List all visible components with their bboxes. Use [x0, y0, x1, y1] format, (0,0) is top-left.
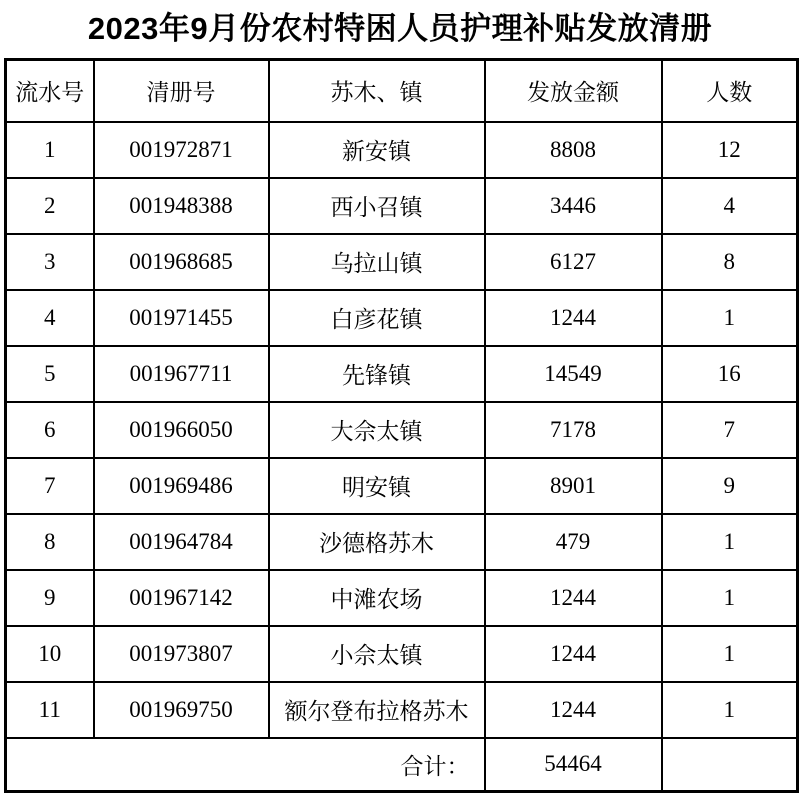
cell-township: 中滩农场: [269, 570, 485, 626]
header-township: 苏木、镇: [269, 60, 485, 122]
table-row: [6, 122, 798, 178]
total-headcount: [662, 738, 798, 792]
cell-serial-no: 6: [6, 402, 94, 458]
page-title: 2023年9月份农村特困人员护理补贴发放清册: [87, 11, 713, 46]
cell-serial-no: 5: [6, 346, 94, 402]
cell-headcount: 1: [662, 626, 798, 682]
cell-headcount: 8: [662, 234, 798, 290]
cell-township: 沙德格苏木: [269, 514, 485, 570]
header-headcount: 人数: [662, 60, 798, 122]
cell-serial-no: 4: [6, 290, 94, 346]
cell-amount: 479: [485, 514, 662, 570]
cell-headcount: 16: [662, 346, 798, 402]
cell-headcount: 1: [662, 570, 798, 626]
cell-township: 额尔登布拉格苏木: [269, 682, 485, 738]
table-row: [6, 234, 798, 290]
table-row: [6, 514, 798, 570]
table-row: [6, 570, 798, 626]
total-row: [6, 738, 798, 792]
table-row: [6, 290, 798, 346]
cell-serial-no: 9: [6, 570, 94, 626]
cell-headcount: 9: [662, 458, 798, 514]
cell-amount: 14549: [485, 346, 662, 402]
cell-amount: 1244: [485, 570, 662, 626]
cell-township: 新安镇: [269, 122, 485, 178]
cell-township: 乌拉山镇: [269, 234, 485, 290]
cell-serial-no: 1: [6, 122, 94, 178]
cell-headcount: 1: [662, 290, 798, 346]
cell-amount: 8901: [485, 458, 662, 514]
cell-amount: 1244: [485, 290, 662, 346]
cell-serial-no: 8: [6, 514, 94, 570]
cell-register-no: 001966050: [94, 402, 269, 458]
cell-serial-no: 11: [6, 682, 94, 738]
cell-township: 小佘太镇: [269, 626, 485, 682]
table-header-row: [6, 60, 798, 122]
cell-register-no: 001969750: [94, 682, 269, 738]
cell-register-no: 001969486: [94, 458, 269, 514]
cell-register-no: 001967142: [94, 570, 269, 626]
cell-serial-no: 3: [6, 234, 94, 290]
cell-register-no: 001967711: [94, 346, 269, 402]
table-row: [6, 402, 798, 458]
table-row: [6, 178, 798, 234]
cell-headcount: 7: [662, 402, 798, 458]
cell-amount: 1244: [485, 626, 662, 682]
cell-township: 白彦花镇: [269, 290, 485, 346]
cell-amount: 3446: [485, 178, 662, 234]
cell-register-no: 001972871: [94, 122, 269, 178]
cell-amount: 6127: [485, 234, 662, 290]
cell-register-no: 001964784: [94, 514, 269, 570]
header-serial-no: 流水号: [6, 60, 94, 122]
cell-amount: 1244: [485, 682, 662, 738]
table-row: [6, 626, 798, 682]
cell-township: 大佘太镇: [269, 402, 485, 458]
table-row: [6, 682, 798, 738]
cell-township: 明安镇: [269, 458, 485, 514]
cell-serial-no: 7: [6, 458, 94, 514]
cell-township: 先锋镇: [269, 346, 485, 402]
cell-serial-no: 10: [6, 626, 94, 682]
table-row: [6, 346, 798, 402]
cell-headcount: 4: [662, 178, 798, 234]
header-register-no: 清册号: [94, 60, 269, 122]
cell-headcount: 1: [662, 682, 798, 738]
cell-register-no: 001968685: [94, 234, 269, 290]
cell-register-no: 001971455: [94, 290, 269, 346]
subsidy-register-table: [4, 58, 799, 793]
total-amount: 54464: [485, 738, 662, 792]
total-label: 合计：: [6, 738, 485, 792]
cell-headcount: 12: [662, 122, 798, 178]
cell-register-no: 001973807: [94, 626, 269, 682]
table-row: [6, 458, 798, 514]
cell-amount: 7178: [485, 402, 662, 458]
cell-amount: 8808: [485, 122, 662, 178]
cell-headcount: 1: [662, 514, 798, 570]
header-amount: 发放金额: [485, 60, 662, 122]
cell-register-no: 001948388: [94, 178, 269, 234]
cell-township: 西小召镇: [269, 178, 485, 234]
cell-serial-no: 2: [6, 178, 94, 234]
